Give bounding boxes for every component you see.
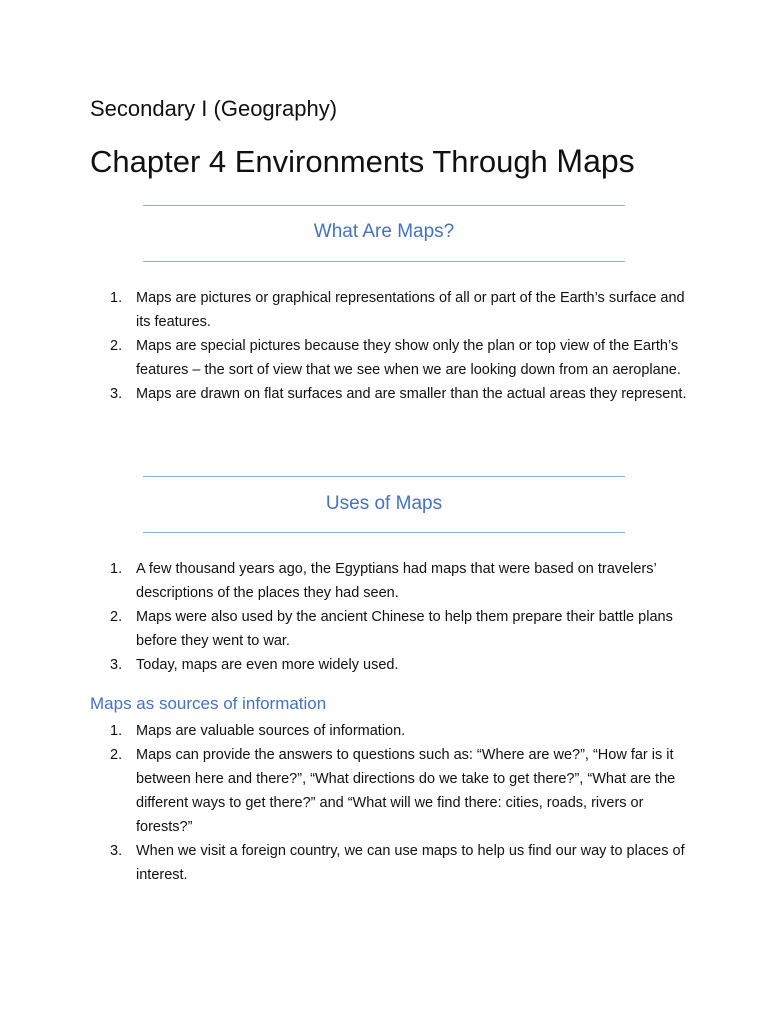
list-number: 1. <box>110 561 123 577</box>
list-item <box>90 605 690 653</box>
list-item-text: Maps are valuable sources of information. <box>136 723 406 739</box>
maps-as-sources-list <box>90 719 690 887</box>
list-item-text: A few thousand years ago, the Egyptians had maps that were based on travelers’ descriptions of the places they had seen. <box>136 561 657 601</box>
list-number: 3. <box>110 386 123 402</box>
chapter-title-emphasis: Maps <box>556 143 635 179</box>
list-item-text: Maps are special pictures because they show only the plan or top view of the Earth’s features – the sort of view that we see when we are looking down from an aeroplane. <box>136 338 681 378</box>
list-item <box>90 743 690 839</box>
list-item-text: Maps were also used by the ancient Chinese to help them prepare their battle plans before they went to war. <box>136 609 673 649</box>
section-divider-bottom <box>143 261 625 262</box>
list-item-text: Maps can provide the answers to questions such as: “Where are we?”, “How far is it between here and there?”, “What directions do we take to get there?”, “What are the different ways to get there?” and “What will we find there: cities, roads, rivers or forests?” <box>136 747 676 835</box>
list-number: 2. <box>110 609 123 625</box>
section-heading-what-are-maps: What Are Maps? <box>313 221 455 242</box>
list-item-text: Maps are pictures or graphical representations of all or part of the Earth’s surface and its features. <box>136 290 685 330</box>
course-subtitle: Secondary I (Geography) <box>90 96 338 121</box>
section-divider-top <box>143 476 625 477</box>
list-item-text: Today, maps are even more widely used. <box>136 657 399 673</box>
list-number: 2. <box>110 338 123 354</box>
list-number: 3. <box>110 843 123 859</box>
chapter-title-main: Chapter 4 Environments Through <box>90 144 557 179</box>
list-number: 2. <box>110 747 123 763</box>
list-item <box>90 839 690 887</box>
list-item <box>90 719 690 743</box>
list-item-text: Maps are drawn on flat surfaces and are smaller than the actual areas they represent. <box>136 386 687 402</box>
list-number: 1. <box>110 290 123 306</box>
list-number: 3. <box>110 657 123 673</box>
list-item <box>90 334 690 382</box>
what-are-maps-list <box>90 286 690 406</box>
section-heading-uses-of-maps: Uses of Maps <box>325 493 443 514</box>
section-divider-top <box>143 205 625 206</box>
list-number: 1. <box>110 723 123 739</box>
list-item <box>90 653 690 677</box>
list-item <box>90 382 690 406</box>
list-item-text: When we visit a foreign country, we can use maps to help us find our way to places of interest. <box>136 843 685 883</box>
section-divider-bottom <box>143 532 625 533</box>
list-item <box>90 286 690 334</box>
chapter-title <box>90 141 635 182</box>
uses-of-maps-list <box>90 557 690 677</box>
subheading-maps-as-sources: Maps as sources of information <box>90 694 327 713</box>
list-item <box>90 557 690 605</box>
